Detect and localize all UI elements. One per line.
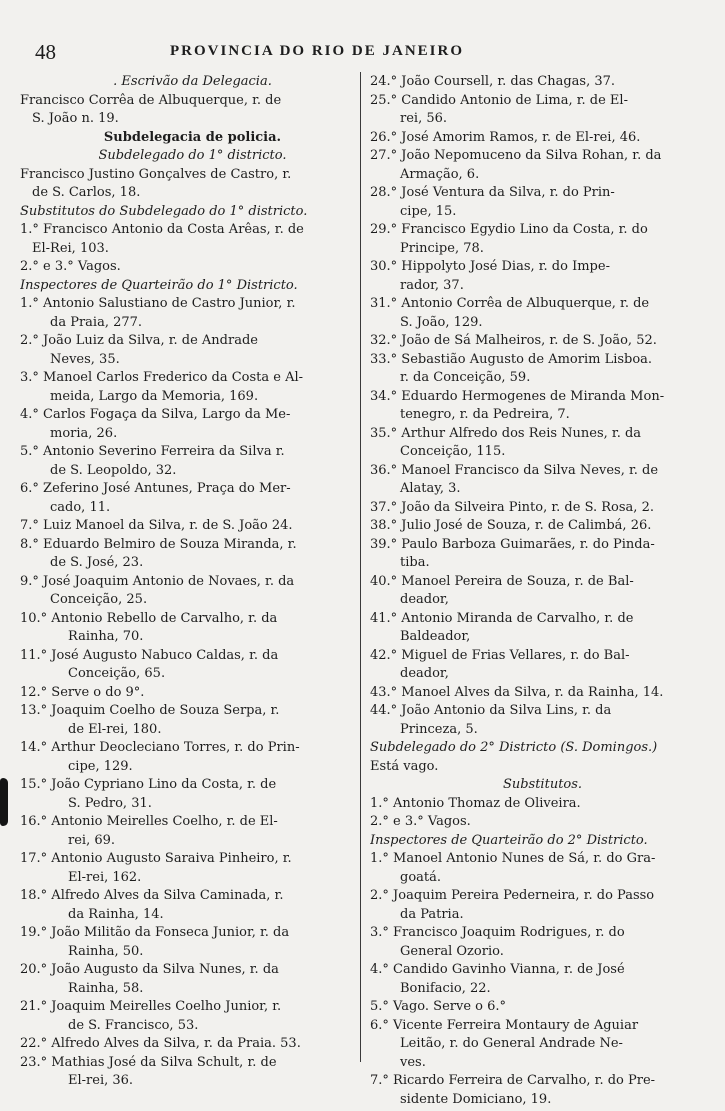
text-line: Substitutos. bbox=[502, 777, 583, 792]
text-line: goatá. bbox=[400, 869, 442, 885]
text-line: Rainha, 70. bbox=[68, 629, 144, 644]
page-number: 48 bbox=[35, 40, 56, 64]
text-line: deador, bbox=[400, 592, 449, 607]
text-line: 29.° Francisco Egydio Lino da Costa, r. do bbox=[370, 222, 648, 237]
text-line: cipe, 15. bbox=[400, 203, 457, 219]
text-line: tiba. bbox=[400, 555, 430, 570]
text-line: da Patria. bbox=[400, 906, 464, 922]
text-line: 15.° João Cypriano Lino da Costa, r. de bbox=[20, 777, 277, 792]
text-line: 24.° João Coursell, r. das Chagas, 37. bbox=[370, 74, 616, 89]
text-line: Baldeador, bbox=[400, 629, 471, 644]
text-line: El-rei, 162. bbox=[68, 869, 142, 885]
text-line: El-Rei, 103. bbox=[32, 240, 109, 256]
column-divider bbox=[360, 72, 361, 1062]
text-line: rei, 69. bbox=[68, 832, 116, 848]
right-column bbox=[370, 73, 715, 1109]
text-line: 4.° Carlos Fogaça da Silva, Largo da Me- bbox=[20, 407, 291, 422]
page-header bbox=[0, 40, 725, 62]
text-line: 3.° Francisco Joaquim Rodrigues, r. do bbox=[370, 925, 625, 940]
text-line: sidente Domiciano, 19. bbox=[400, 1091, 552, 1107]
text-line: 41.° Antonio Miranda de Carvalho, r. de bbox=[370, 610, 634, 626]
text-line: 21.° Joaquim Meirelles Coelho Junior, r. bbox=[20, 999, 282, 1014]
text-line: 20.° João Augusto da Silva Nunes, r. da bbox=[20, 962, 279, 977]
text-line: moria, 26. bbox=[50, 425, 118, 441]
text-line: 42.° Miguel de Frias Vellares, r. do Bal- bbox=[370, 647, 630, 663]
text-line: ves. bbox=[400, 1054, 426, 1070]
text-line: Neves, 35. bbox=[50, 351, 120, 367]
text-line: Subdelegacia de policia. bbox=[103, 129, 282, 145]
running-title: PROVINCIA DO RIO DE JANEIRO bbox=[170, 43, 465, 59]
text-line: Substitutos do Subdelegado do 1° districto. bbox=[20, 203, 308, 219]
text-line: Subdelegado do 1° districto. bbox=[98, 148, 287, 163]
text-line: 18.° Alfredo Alves da Silva Caminada, r. bbox=[20, 888, 284, 903]
text-line: 17.° Antonio Augusto Saraiva Pinheiro, r. bbox=[20, 851, 292, 866]
text-line: S. João, 129. bbox=[400, 314, 483, 330]
text-line: 16.° Antonio Meirelles Coelho, r. de El- bbox=[20, 814, 278, 829]
text-line: Francisco Corrêa de Albuquerque, r. de bbox=[20, 92, 282, 108]
text-line: Armação, 6. bbox=[400, 166, 480, 182]
text-line: 19.° João Militão da Fonseca Junior, r. da bbox=[20, 925, 290, 940]
text-line: Rainha, 58. bbox=[68, 980, 144, 996]
text-line: 40.° Manoel Pereira de Souza, r. de Bal- bbox=[370, 573, 634, 589]
text-line: de El-rei, 180. bbox=[68, 721, 162, 737]
text-line: 35.° Arthur Alfredo dos Reis Nunes, r. da bbox=[370, 425, 642, 441]
text-line: Subdelegado do 2° Districto (S. Domingos.) bbox=[370, 740, 658, 755]
text-line: Leitão, r. do General Andrade Ne- bbox=[400, 1036, 623, 1051]
text-line: 38.° Julio José de Souza, r. de Calimbá, 26. bbox=[370, 518, 652, 533]
text-line: 26.° José Amorim Ramos, r. de El-rei, 46. bbox=[370, 129, 641, 145]
text-line: 2.° e 3.° Vagos. bbox=[370, 814, 471, 829]
text-line: 12.° Serve o do 9°. bbox=[20, 684, 145, 700]
text-line: tenegro, r. da Pedreira, 7. bbox=[400, 407, 570, 422]
text-line: 31.° Antonio Corrêa de Albuquerque, r. de bbox=[370, 296, 650, 311]
text-line: 39.° Paulo Barboza Guimarães, r. do Pinda- bbox=[370, 536, 655, 552]
text-line: 7.° Ricardo Ferreira de Carvalho, r. do Pre- bbox=[370, 1073, 656, 1088]
text-line: Alatay, 3. bbox=[400, 481, 461, 496]
text-line: de S. Francisco, 53. bbox=[68, 1017, 199, 1033]
text-line: 13.° Joaquim Coelho de Souza Serpa, r. bbox=[20, 703, 280, 718]
text-line: Bonifacio, 22. bbox=[400, 980, 491, 996]
text-line: da Rainha, 14. bbox=[68, 906, 164, 922]
text-line: 30.° Hippolyto José Dias, r. do Impe- bbox=[370, 259, 610, 274]
text-line: cipe, 129. bbox=[68, 758, 133, 774]
text-line: 6.° Vicente Ferreira Montaury de Aguiar bbox=[370, 1017, 639, 1033]
text-line: r. da Conceição, 59. bbox=[400, 370, 531, 385]
text-line: 43.° Manoel Alves da Silva, r. da Rainha, 14. bbox=[370, 684, 664, 700]
ink-blot bbox=[0, 778, 8, 826]
text-line: 33.° Sebastião Augusto de Amorim Lisboa. bbox=[370, 351, 653, 367]
text-line: 9.° José Joaquim Antonio de Novaes, r. da bbox=[20, 573, 295, 589]
text-line: 5.° Vago. Serve o 6.° bbox=[370, 999, 507, 1014]
text-line: de S. Leopoldo, 32. bbox=[50, 462, 177, 478]
text-line: 25.° Candido Antonio de Lima, r. de El- bbox=[370, 92, 628, 108]
text-line: 27.° João Nepomuceno da Silva Rohan, r. da bbox=[370, 148, 662, 163]
text-line: deador, bbox=[400, 666, 449, 681]
text-line: . Escrivão da Delegacia. bbox=[113, 74, 272, 89]
text-line: Inspectores de Quarteirão do 2° Districto. bbox=[370, 832, 648, 848]
text-line: Principe, 78. bbox=[400, 240, 484, 256]
text-line: S. João n. 19. bbox=[32, 111, 119, 126]
text-line: Conceição, 115. bbox=[400, 444, 506, 459]
text-line: da Praia, 277. bbox=[50, 314, 143, 330]
text-line: 34.° Eduardo Hermogenes de Miranda Mon- bbox=[370, 388, 665, 404]
text-line: 36.° Manoel Francisco da Silva Neves, r. de bbox=[370, 462, 659, 478]
text-line: 8.° Eduardo Belmiro de Souza Miranda, r. bbox=[20, 536, 297, 552]
text-line: 11.° José Augusto Nabuco Caldas, r. da bbox=[20, 647, 279, 663]
left-column bbox=[20, 73, 365, 1091]
text-line: El-rei, 36. bbox=[68, 1073, 134, 1088]
text-line: 2.° Joaquim Pereira Pederneira, r. do Passo bbox=[370, 888, 655, 903]
text-line: 23.° Mathias José da Silva Schult, r. de bbox=[20, 1054, 277, 1070]
text-line: Conceição, 65. bbox=[68, 666, 166, 681]
text-line: 7.° Luiz Manoel da Silva, r. de S. João 24. bbox=[20, 518, 293, 533]
text-line: 37.° João da Silveira Pinto, r. de S. Rosa, 2. bbox=[370, 499, 654, 515]
text-line: S. Pedro, 31. bbox=[68, 795, 152, 811]
text-line: 1.° Antonio Thomaz de Oliveira. bbox=[370, 795, 581, 811]
text-line: 6.° Zeferino José Antunes, Praça do Mer- bbox=[20, 481, 291, 496]
text-line: 32.° João de Sá Malheiros, r. de S. João, 52. bbox=[370, 333, 657, 348]
text-line: General Ozorio. bbox=[400, 943, 504, 959]
text-line: 2.° e 3.° Vagos. bbox=[20, 259, 121, 274]
text-line: 2.° João Luiz da Silva, r. de Andrade bbox=[20, 333, 258, 348]
text-line: 3.° Manoel Carlos Frederico da Costa e Al- bbox=[20, 370, 304, 385]
text-line: rei, 56. bbox=[400, 111, 448, 126]
text-line: Francisco Justino Gonçalves de Castro, r. bbox=[20, 166, 292, 182]
text-line: de S. José, 23. bbox=[50, 555, 144, 570]
text-line: Princeza, 5. bbox=[400, 721, 478, 737]
text-line: rador, 37. bbox=[400, 277, 464, 293]
text-line: 1.° Antonio Salustiano de Castro Junior, r. bbox=[20, 296, 296, 311]
text-line: de S. Carlos, 18. bbox=[32, 185, 141, 200]
text-line: 10.° Antonio Rebello de Carvalho, r. da bbox=[20, 610, 278, 626]
text-line: 1.° Manoel Antonio Nunes de Sá, r. do Gra- bbox=[370, 851, 656, 866]
text-line: 14.° Arthur Deocleciano Torres, r. do Prin- bbox=[20, 740, 300, 755]
text-line: Está vago. bbox=[370, 758, 439, 774]
text-line: 4.° Candido Gavinho Vianna, r. de José bbox=[370, 962, 625, 977]
text-line: Rainha, 50. bbox=[68, 943, 144, 959]
text-line: meida, Largo da Memoria, 169. bbox=[50, 388, 259, 404]
text-line: 1.° Francisco Antonio da Costa Arêas, r. de bbox=[20, 222, 304, 237]
text-line: 28.° José Ventura da Silva, r. do Prin- bbox=[370, 185, 615, 200]
text-line: 5.° Antonio Severino Ferreira da Silva r. bbox=[20, 444, 285, 459]
text-line: 44.° João Antonio da Silva Lins, r. da bbox=[370, 703, 612, 718]
text-line: cado, 11. bbox=[50, 499, 111, 515]
text-line: Inspectores de Quarteirão do 1° Districto. bbox=[20, 277, 298, 293]
text-line: 22.° Alfredo Alves da Silva, r. da Praia. 53. bbox=[20, 1036, 301, 1051]
text-line: Conceição, 25. bbox=[50, 592, 148, 607]
